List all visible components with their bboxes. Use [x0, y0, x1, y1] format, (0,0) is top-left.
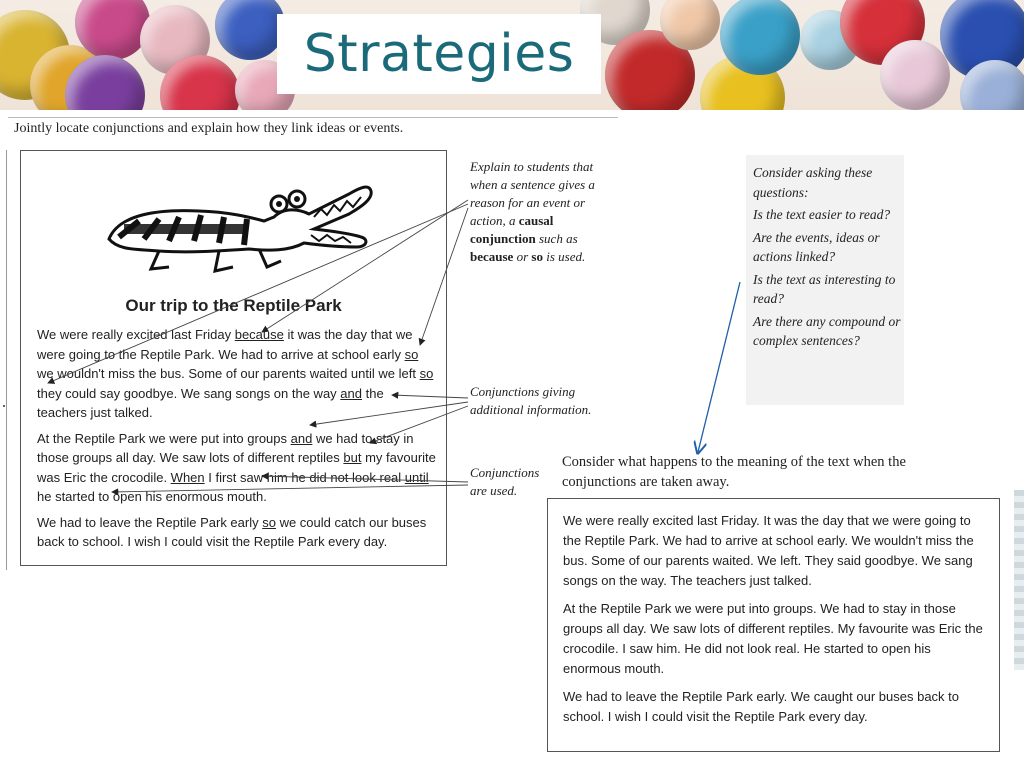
story-text-run: the teachers just talked.: [37, 385, 384, 420]
instruction-text: Jointly locate conjunctions and explain how they link ideas or events.: [14, 121, 404, 136]
arrow-line: [370, 406, 468, 443]
story-text-run: We were really excited last Friday: [37, 327, 235, 342]
story-text-run: At the Reptile Park we were put into groups: [37, 430, 291, 446]
questions-intro: Consider asking these questions:: [753, 165, 873, 200]
arrow-line: [112, 485, 468, 492]
note-term: causal conjunction: [470, 213, 554, 246]
arrow-line: [262, 200, 468, 332]
note-conjunctions-used: Conjunctions are used.: [470, 465, 540, 498]
note-term: so: [531, 249, 543, 264]
story-title: Our trip to the Reptile Park: [125, 296, 342, 315]
blue-arrow-line: [698, 282, 740, 452]
story-text-run: my favourite was Eric the crocodile.: [37, 450, 436, 485]
conjunction-word: but: [343, 450, 362, 465]
story-text-run: we wouldn't miss the bus. Some of our parents waited until we left: [37, 366, 420, 381]
rewritten-paragraph: We had to leave the Reptile Park early. We caught our buses back to school. I wish I could visit the Reptile Park every day.: [563, 689, 959, 724]
arrow-line: [310, 402, 468, 425]
arrow-line: [392, 395, 468, 398]
question-item: Are the events, ideas or actions linked?: [753, 229, 880, 264]
arrow-line: [420, 208, 468, 345]
note-text: is used.: [542, 249, 586, 264]
story-text-run: I first saw him he did not look real: [204, 469, 405, 485]
conjunction-word: because: [234, 327, 284, 342]
rewritten-paragraph: We were really excited last Friday. It was the day that we were going to the Reptile Park. We had to arrive at school early. We wouldn't miss the bus. Some of our parents waited. We left. They said goodbye. We sang songs on the way. The teachers just talked.: [563, 513, 974, 588]
arrow-line: [262, 476, 468, 482]
note-term: because: [470, 249, 514, 264]
story-text-run: we had to stay in those groups all day. We saw lots of different reptiles: [37, 430, 414, 465]
note-text: Explain to students that when a sentence gives a reason for an event or action, a: [470, 159, 595, 228]
conjunction-word: so: [404, 346, 419, 362]
conjunction-word: When: [170, 469, 205, 485]
conjunction-word: so: [419, 366, 434, 381]
conjunction-word: and: [290, 430, 313, 446]
story-text-run: they could say goodbye. We sang songs on the way: [37, 385, 341, 401]
conjunction-word: until: [404, 469, 429, 485]
arrow-line: [48, 204, 468, 383]
question-item: Is the text as interesting to read?: [753, 271, 896, 306]
conjunction-word: so: [262, 514, 276, 530]
question-item: Are there any compound or complex sentences?: [753, 313, 901, 348]
slide-title: Strategies: [303, 24, 575, 84]
rewritten-paragraph: At the Reptile Park we were put into groups. We had to stay in those groups all day. We saw lots of different reptiles. My favourite was Eric the crocodile. I saw him. He did not look real. He started to open his enormous mouth.: [563, 601, 983, 676]
note-additional-information: Conjunctions giving additional information.: [470, 384, 592, 417]
note-text: or: [513, 249, 532, 264]
question-item: Is the text easier to read?: [753, 207, 891, 222]
story-text-run: he started to open his enormous mouth.: [37, 489, 267, 504]
story-text-run: it was the day that we were going to the Reptile Park. We had to arrive at school early: [37, 327, 413, 362]
conjunction-word: and: [340, 385, 362, 401]
note-text: such as: [535, 231, 578, 246]
story-text-run: We had to leave the Reptile Park early: [37, 514, 263, 530]
story-text-run: we could catch our buses back to school. I wish I could visit the Reptile Park every day.: [37, 514, 427, 549]
consider-text: Consider what happens to the meaning of the text when the conjunctions are taken away.: [562, 454, 906, 490]
